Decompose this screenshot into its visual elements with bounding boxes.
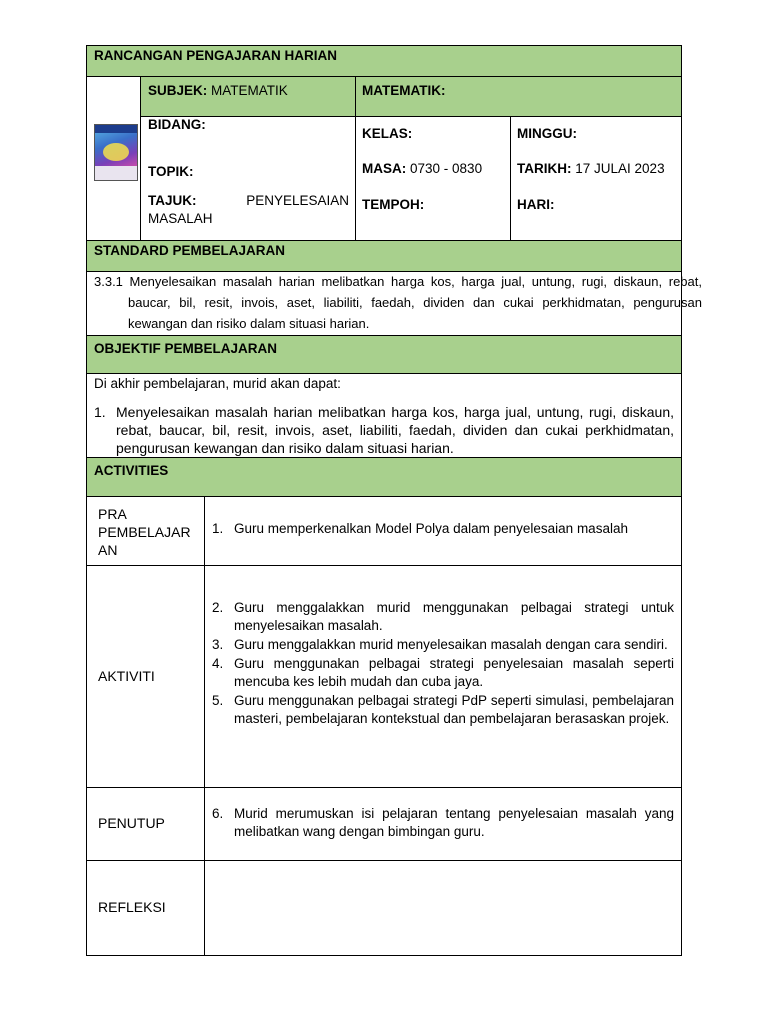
aktiviti-item-2: 2. Guru menggalakkan murid menggunakan pelbagai strategi untuk menyelesaikan masalah. bbox=[212, 600, 674, 633]
activities-heading: ACTIVITIES bbox=[94, 463, 169, 478]
refleksi-label: REFLEKSI bbox=[98, 899, 166, 915]
textbook-cover-image bbox=[94, 124, 138, 181]
aktiviti-item-4: 4. Guru menggunakan pelbagai strategi penyelesaian masalah seperti mencuba kes lebih mudah dan cuba jaya. bbox=[212, 656, 674, 689]
aktiviti-list bbox=[212, 599, 674, 728]
objektif-item-1: 1. Menyelesaikan masalah harian melibatkan harga kos, harga jual, untung, rugi, diskaun, rebat, baucar, bil, resit, invois, aset, liabiliti, faedah, dividen dan cukai perkhidmatan, pengurusan kewangan dan risiko dalam situasi harian. bbox=[94, 404, 674, 456]
tarikh-field: TARIKH: 17 JULAI 2023 bbox=[517, 161, 665, 176]
objektif-intro: Di akhir pembelajaran, murid akan dapat: bbox=[94, 376, 341, 391]
subjek-field: SUBJEK: MATEMATIK bbox=[148, 83, 288, 98]
hari-field: HARI: bbox=[517, 197, 555, 212]
pra-label: PRA PEMBELAJAR AN bbox=[98, 506, 191, 558]
minggu-field: MINGGU: bbox=[517, 126, 577, 141]
penutup-item-6: 6. Murid merumuskan isi pelajaran tentang penyelesaian masalah yang melibatkan wang dengan bimbingan guru. bbox=[212, 806, 674, 839]
matematik-field: MATEMATIK: bbox=[362, 83, 446, 98]
bidang-field: BIDANG: bbox=[148, 117, 206, 132]
standard-heading: STANDARD PEMBELAJARAN bbox=[94, 243, 286, 258]
objektif-heading: OBJEKTIF PEMBELAJARAN bbox=[94, 341, 278, 356]
topik-field: TOPIK: bbox=[148, 164, 194, 179]
aktiviti-item-5: 5. Guru menggunakan pelbagai strategi PdP seperti simulasi, pembelajaran masteri, pembelajaran kontekstual dan pembelajaran berasaskan projek. bbox=[212, 693, 674, 726]
masa-field: MASA: 0730 - 0830 bbox=[362, 161, 483, 176]
activities-heading-row bbox=[86, 457, 682, 497]
pra-item-1: 1. Guru memperkenalkan Model Polya dalam penyelesaian masalah bbox=[212, 521, 628, 536]
tajuk-field: TAJUK: PENYELESAIAN MASALAH bbox=[148, 193, 349, 226]
tempoh-field: TEMPOH: bbox=[362, 197, 425, 212]
page-title: RANCANGAN PENGAJARAN HARIAN bbox=[94, 48, 338, 63]
penutup-label: PENUTUP bbox=[98, 815, 165, 831]
kelas-field: KELAS: bbox=[362, 126, 413, 141]
aktiviti-item-3: 3. Guru menggalakkan murid menyelesaikan masalah dengan cara sendiri. bbox=[212, 637, 668, 652]
standard-text: 3.3.1 Menyelesaikan masalah harian melibatkan harga kos, harga jual, untung, rugi, diskaun, rebat, baucar, bil, resit, invois, aset, liabiliti, faedah, dividen dan cukai perkhidmatan, pengurusan kewangan dan risiko dalam situasi harian. bbox=[94, 274, 702, 331]
refleksi-content[interactable] bbox=[205, 861, 681, 955]
aktiviti-label: AKTIVITI bbox=[98, 668, 155, 684]
